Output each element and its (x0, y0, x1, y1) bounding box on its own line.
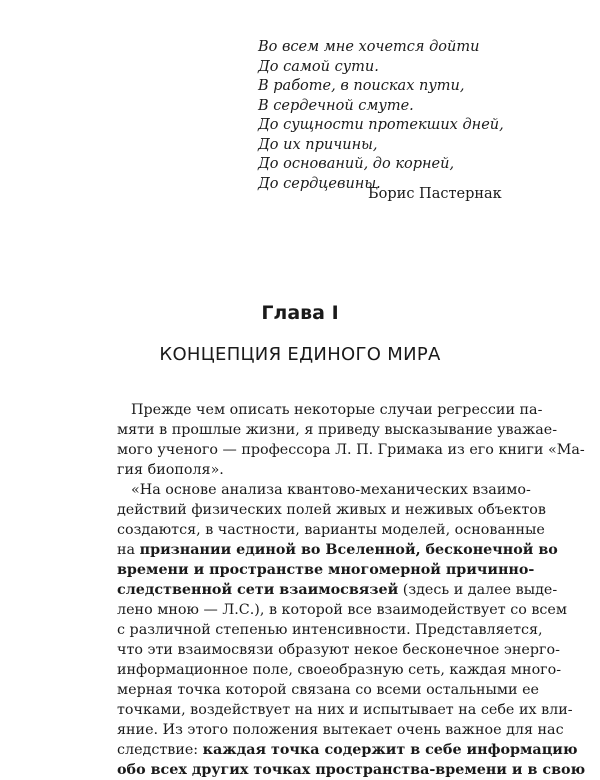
epigraph (258, 38, 528, 194)
epigraph-line: До самой сути. (258, 58, 379, 75)
bold-run: обо всех других точках пространства-времени и в свою (117, 762, 586, 778)
text-run: мяти в прошлые жизни, я приведу высказывание уважае- (117, 422, 558, 438)
epigraph-line: В работе, в поисках пути, (258, 78, 465, 94)
text-line (117, 720, 564, 740)
text-run: следствие: (117, 742, 203, 758)
epigraph-author: Борис Пастернак (368, 186, 502, 202)
chapter-subtitle: КОНЦЕПЦИЯ ЕДИНОГО МИРА (159, 344, 441, 365)
text-run: гия биополя». (117, 462, 224, 478)
text-line (117, 620, 543, 640)
text-run: с различной степенью интенсивности. Представляется, (117, 622, 543, 638)
text-run: на (117, 542, 140, 558)
text-line (117, 560, 535, 580)
epigraph-line: В сердечной смуте. (258, 97, 414, 114)
text-run: информационное поле, своеобразную сеть, каждая много- (117, 662, 562, 678)
bold-run: следственной сети взаимосвязей (117, 582, 399, 598)
epigraph-line: До их причины, (258, 136, 378, 153)
text-line (117, 760, 586, 780)
chapter-title: Глава I (261, 302, 339, 324)
text-line (117, 400, 543, 420)
bold-run: времени и пространстве многомерной причинно- (117, 562, 535, 578)
epigraph-line: До оснований, до корней, (258, 156, 455, 172)
epigraph-line: Во всем мне хочется дойти (258, 39, 480, 55)
text-line (117, 580, 558, 600)
text-line (117, 420, 558, 440)
text-run: яние. Из этого положения вытекает очень важное для нас (117, 722, 564, 738)
text-run: (здесь и далее выде- (398, 582, 558, 598)
bold-run: каждая точка содержит в себе информацию (202, 742, 578, 758)
text-line (117, 600, 567, 620)
text-line (117, 500, 546, 520)
text-line (117, 480, 531, 500)
text-run: что эти взаимосвязи образуют некое бесконечное энерго- (117, 642, 560, 658)
epigraph-line: До сердцевины. (258, 175, 381, 192)
text-run: точками, воздействует на них и испытывает на себе их вли- (117, 702, 573, 718)
body-text (117, 400, 586, 780)
text-run: создаются, в частности, варианты моделей, основанные (117, 522, 545, 538)
bold-run: признании единой во Вселенной, бесконечной во (139, 542, 558, 558)
epigraph-line: До сущности протекших дней, (258, 117, 504, 133)
text-line (117, 520, 545, 540)
text-line (117, 660, 562, 680)
text-run: лено мною — Л.С.), в которой все взаимодействует со всем (117, 602, 567, 618)
text-line (117, 640, 560, 660)
text-run: «На основе анализа квантово-механических взаимо- (131, 482, 531, 498)
text-line (117, 540, 558, 560)
text-run: мерная точка которой связана со всеми остальными ее (117, 682, 540, 698)
text-run: Прежде чем описать некоторые случаи регрессии па- (131, 402, 543, 418)
text-line (117, 740, 578, 760)
text-run: действий физических полей живых и неживых объектов (117, 502, 546, 518)
text-line (117, 460, 480, 480)
text-run: мого ученого — профессора Л. П. Гримака из его книги «Ма- (117, 442, 585, 458)
text-line (117, 680, 540, 700)
text-line (117, 440, 585, 460)
text-line (117, 700, 573, 720)
